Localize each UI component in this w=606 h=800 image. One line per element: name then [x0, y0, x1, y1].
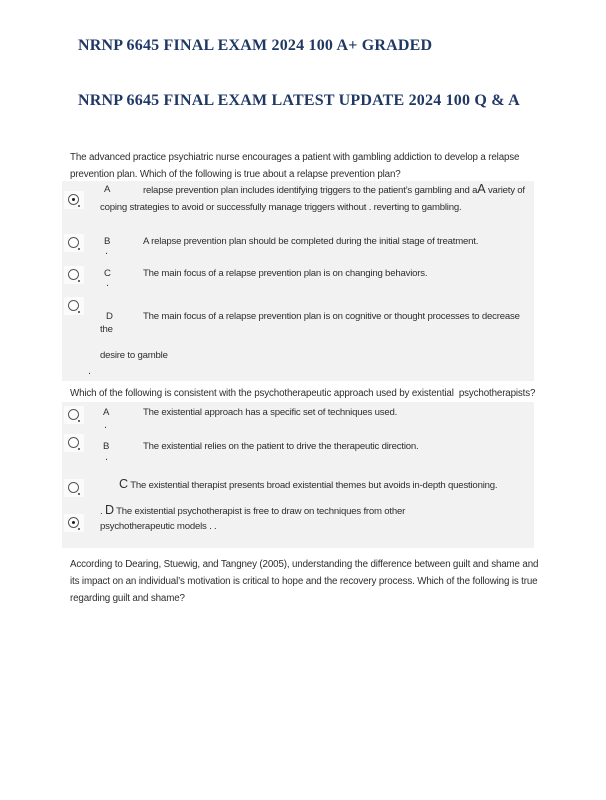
option-text-part: .: [100, 506, 105, 517]
option-text-q2-d-line2: psychotherapeutic models . .: [100, 521, 217, 532]
document-title-secondary: NRNP 6645 FINAL EXAM LATEST UPDATE 2024 100 Q & A: [78, 92, 520, 109]
option-text-part: variety of: [485, 185, 525, 196]
option-letter-q2-b: B: [103, 441, 110, 452]
radio-q1-option-a[interactable]: [64, 191, 84, 209]
radio-q2-option-d[interactable]: [64, 514, 84, 532]
question-3-text: According to Dearing, Stuewig, and Tangney (2005), understanding the difference between guilt and shame and its impact on an individual’s motivation is critical to hope and the recovery process. Which of the following is true regarding guilt and shame?: [70, 559, 541, 604]
stray-period: .: [105, 245, 109, 257]
option-text-big-letter: D: [104, 503, 114, 517]
option-text-big-letter: A: [477, 182, 486, 196]
option-text-q2-c: [119, 479, 497, 492]
option-text-part: relapse prevention plan includes identifying triggers to the patient’s gambling and a: [143, 185, 478, 196]
radio-button-icon: [68, 517, 79, 528]
option-text-q2-d-line1: [100, 505, 405, 518]
stray-period: .: [104, 419, 108, 431]
stray-period: .: [106, 277, 110, 289]
option-letter-q1-d: D: [106, 311, 113, 322]
option-text-q1-c: The main focus of a relapse prevention plan is on changing behaviors.: [143, 268, 428, 279]
option-text-q2-a: The existential approach has a specific set of techniques used.: [143, 407, 398, 418]
option-text-q1-a-line2: coping strategies to avoid or successfully manage triggers without . reverting to gambling.: [100, 202, 462, 213]
document-title-primary: NRNP 6645 FINAL EXAM 2024 100 A+ GRADED: [78, 37, 433, 54]
option-text-big-letter: C: [119, 477, 128, 491]
radio-button-icon: [68, 194, 79, 205]
stray-period: .: [105, 451, 109, 463]
option-letter-q1-b: B: [104, 236, 111, 247]
option-text-part: The existential psychotherapist is free to draw on techniques from other: [113, 506, 406, 517]
radio-q1-option-d[interactable]: [64, 297, 84, 315]
radio-q2-option-a[interactable]: [64, 406, 84, 424]
option-text-q1-d-line1: The main focus of a relapse prevention plan is on cognitive or thought processes to decrease: [143, 311, 520, 322]
radio-button-icon: [68, 269, 79, 280]
option-text-q1-a-line1: [143, 184, 525, 197]
radio-q1-option-c[interactable]: [64, 266, 84, 284]
radio-button-icon: [68, 237, 79, 248]
option-text-q1-b: A relapse prevention plan should be completed during the initial stage of treatment.: [143, 236, 479, 247]
stray-period: .: [88, 365, 92, 377]
radio-button-icon: [68, 409, 79, 420]
radio-q1-option-b[interactable]: [64, 234, 84, 252]
radio-q2-option-b[interactable]: [64, 434, 84, 452]
radio-button-icon: [68, 437, 79, 448]
radio-q2-option-c[interactable]: [64, 479, 84, 497]
option-text-q2-b: The existential relies on the patient to drive the therapeutic direction.: [143, 441, 419, 452]
radio-button-icon: [68, 300, 79, 311]
option-text-q1-d-line2: the: [100, 324, 113, 335]
question-2-text: Which of the following is consistent with the psychotherapeutic approach used by existential psychotherapists?: [70, 388, 536, 399]
option-text-part: The existential therapist presents broad existential themes but avoids in-depth questioning.: [127, 480, 498, 491]
option-letter-q1-c: C: [104, 268, 111, 279]
option-letter-q2-a: A: [103, 407, 110, 418]
option-text-q1-d-line3: desire to gamble: [100, 350, 168, 361]
option-letter-q1-a: A: [104, 184, 111, 195]
radio-button-icon: [68, 482, 79, 493]
question-1-text: The advanced practice psychiatric nurse encourages a patient with gambling addiction to develop a relapse prevention plan. Which of the following is true about a relapse prevention plan?: [70, 152, 522, 180]
